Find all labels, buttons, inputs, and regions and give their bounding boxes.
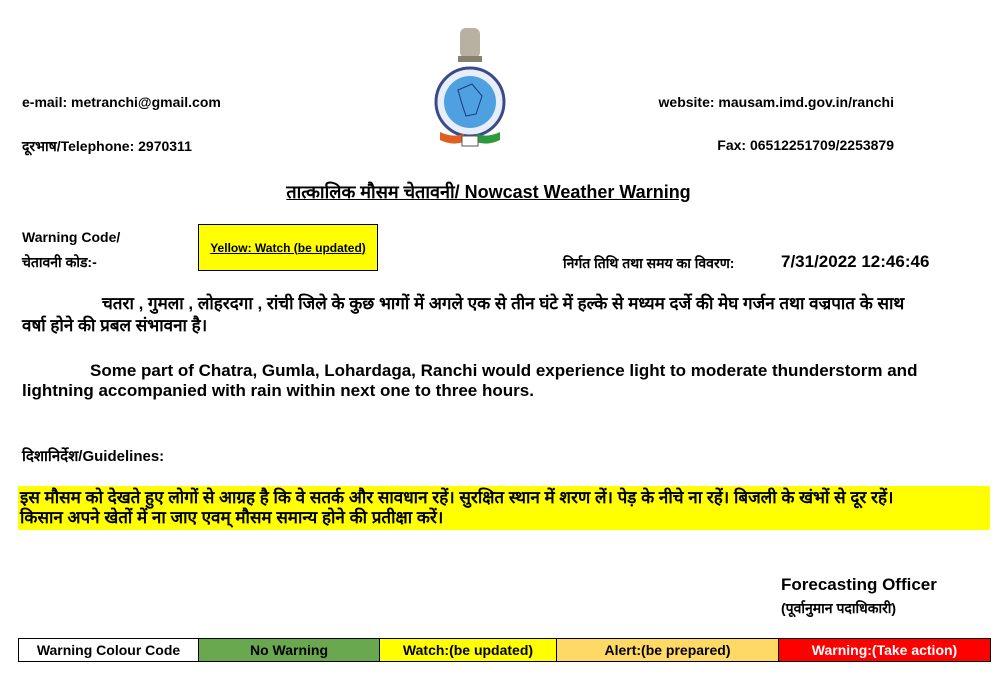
page-title: तात्कालिक मौसम चेतावनी/ Nowcast Weather Warning <box>286 182 691 202</box>
imd-logo <box>432 24 508 152</box>
officer-title: Forecasting Officer <box>781 575 937 594</box>
legend-item-no-warning: No Warning <box>199 639 380 661</box>
guidelines-line1: इस मौसम को देखते हुए लोगों से आग्रह है कि वे सतर्क और सावधान रहें। सुरक्षित स्थान में शरण लें। पेड़ के नीचे ना रहें। बिजली के खंभों से दूर रहें। <box>20 488 894 507</box>
officer-title-hindi: (पूर्वानुमान पदाधिकारी) <box>781 600 897 616</box>
website: website: mausam.imd.gov.in/ranchi <box>658 94 894 110</box>
message-english-line1: Some part of Chatra, Gumla, Lohardaga, Ranchi would experience light to moderate thunderstorm and <box>90 361 918 380</box>
message-english-line2: lightning accompanied with rain within next one to three hours. <box>22 381 534 400</box>
guidelines-line2: किसान अपने खेतों में ना जाए एवम् मौसम समान्य होने की प्रतीक्षा करें। <box>20 508 444 527</box>
legend-item-warning: Warning:(Take action) <box>779 639 990 661</box>
warning-code-label-hindi: चेतावनी कोड:- <box>22 254 97 270</box>
guidelines-label: दिशानिर्देश/Guidelines: <box>22 448 165 465</box>
legend-item-header: Warning Colour Code <box>19 639 199 661</box>
message-hindi-line2: वर्षा होने की प्रबल संभावना है। <box>22 316 208 335</box>
warning-code-label: Warning Code/ <box>22 229 121 245</box>
fax: Fax: 06512251709/2253879 <box>717 137 894 153</box>
telephone: दूरभाष/Telephone: 2970311 <box>22 138 192 154</box>
issue-label: निर्गत तिथि तथा समय का विवरण: <box>563 255 735 271</box>
warning-code-badge: Yellow: Watch (be updated) <box>198 224 378 271</box>
guidelines-box <box>18 486 990 530</box>
email: e-mail: metranchi@gmail.com <box>22 94 221 110</box>
warning-colour-legend <box>18 638 991 662</box>
legend-item-alert: Alert:(be prepared) <box>557 639 779 661</box>
legend-item-watch: Watch:(be updated) <box>380 639 557 661</box>
message-hindi-line1: चतरा , गुमला , लोहरदगा , रांची जिले के कुछ भागों में अगले एक से तीन घंटे में हल्के से मध्यम दर्जे की मेघ गर्जन तथा वज्रपात के साथ <box>102 294 905 313</box>
issue-datetime: 7/31/2022 12:46:46 <box>781 252 930 271</box>
